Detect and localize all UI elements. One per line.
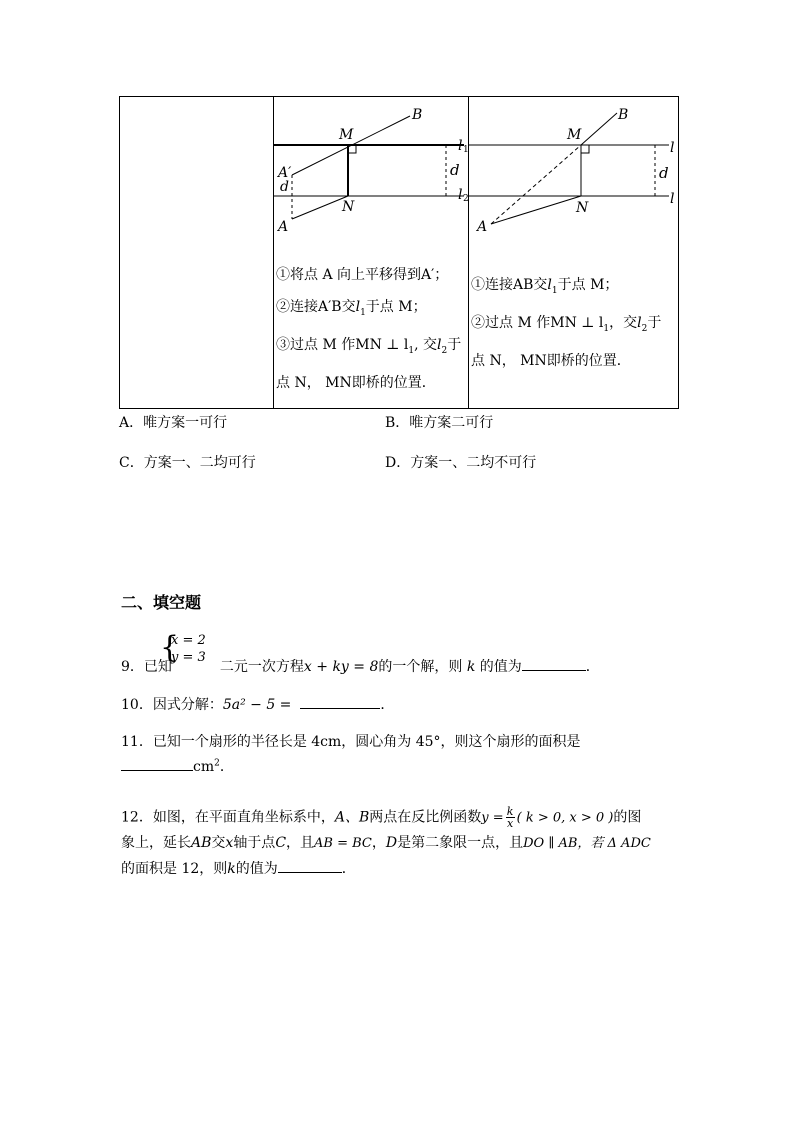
step-3: ③过点 M 作MN ⊥ $l_1$, 交$l_2$于 bbox=[276, 336, 462, 356]
method-1-diagram bbox=[274, 97, 468, 247]
step-2-cont: 点 N， MN即桥的位置． bbox=[471, 352, 631, 369]
table-cell-empty bbox=[120, 97, 274, 409]
label-d-left: d bbox=[280, 179, 289, 195]
label-d: d bbox=[659, 164, 669, 182]
svg-text:2: 2 bbox=[463, 194, 469, 204]
q12-answer-blank bbox=[278, 858, 342, 873]
step-1: ①将点 A 向上平移得到A′； bbox=[276, 267, 449, 283]
svg-text:1: 1 bbox=[463, 145, 469, 155]
option-a: A．唯方案一可行 bbox=[119, 415, 228, 431]
q9-answer-blank bbox=[522, 656, 586, 671]
step-2: ②过点 M 作MN ⊥ $l_1$，交$l_2$于 bbox=[471, 314, 662, 334]
question-12-line-1: 12．如图，在平面直角坐标系中，A、B两点在反比例函数y = $\frac{k}{x}$ ( k > 0, x > 0 )的图 bbox=[121, 805, 642, 830]
table-cell-method-1 bbox=[274, 97, 469, 409]
fraction-k-over-x: $\frac{k}{x}$ bbox=[506, 805, 514, 830]
label-a: A bbox=[477, 219, 488, 235]
label-l-bottom: l bbox=[670, 191, 675, 207]
label-m: M bbox=[339, 127, 354, 143]
label-a-prime: A′ bbox=[278, 165, 292, 181]
label-b: B bbox=[412, 107, 423, 123]
question-11-cont: $cm^2$． bbox=[121, 756, 234, 776]
step-2: ②连接A′B交$l_1$于点 M； bbox=[276, 299, 427, 318]
question-12-line-2: 象上，延长AB交x轴于点C，且AB = BC，D是第二象限一点，且DO ∥ AB，若 Δ ADC bbox=[121, 835, 651, 851]
q10-answer-blank bbox=[300, 694, 380, 709]
segment-a-n bbox=[292, 196, 348, 219]
right-angle-mark bbox=[581, 145, 589, 153]
segment-a-m-dashed bbox=[491, 145, 581, 224]
label-b: B bbox=[618, 107, 629, 123]
q11-answer-blank bbox=[121, 756, 193, 771]
question-10: 10．因式分解：5a² − 5 = ． bbox=[121, 694, 394, 714]
method-2-diagram bbox=[469, 97, 678, 247]
table-cell-method-2 bbox=[469, 97, 679, 409]
section-title: 二、填空题 bbox=[121, 593, 202, 612]
label-a: A bbox=[278, 219, 289, 235]
option-b: B．唯方案二可行 bbox=[385, 415, 494, 431]
label-d-right: d bbox=[450, 161, 460, 179]
segment-m-b bbox=[581, 113, 617, 145]
label-l1: l bbox=[458, 138, 463, 154]
question-11: 11．已知一个扇形的半径长是 4cm，圆心角为 45°，则这个扇形的面积是 bbox=[121, 734, 581, 750]
question-9: 9．已知 二元一次方程x + ky = 8的一个解，则 k 的值为 ． bbox=[121, 656, 600, 676]
option-d: D．方案一、二均不可行 bbox=[385, 455, 537, 471]
question-12-line-3: 的面积是 12，则k的值为 ． bbox=[121, 858, 356, 878]
label-l-top: l bbox=[670, 140, 675, 156]
label-l2: l bbox=[458, 187, 463, 203]
label-m: M bbox=[567, 127, 582, 143]
bridge-methods-table bbox=[119, 96, 679, 409]
method-2-steps bbox=[471, 269, 661, 377]
option-c: C．方案一、二均可行 bbox=[119, 455, 256, 471]
segment-a-n bbox=[491, 196, 581, 224]
method-1-steps bbox=[276, 259, 461, 399]
label-n: N bbox=[342, 199, 355, 215]
step-3-cont: 点 N， MN即桥的位置． bbox=[276, 374, 436, 391]
label-n: N bbox=[576, 200, 589, 216]
step-1: ①连接AB交$l_1$于点 M； bbox=[471, 277, 619, 296]
